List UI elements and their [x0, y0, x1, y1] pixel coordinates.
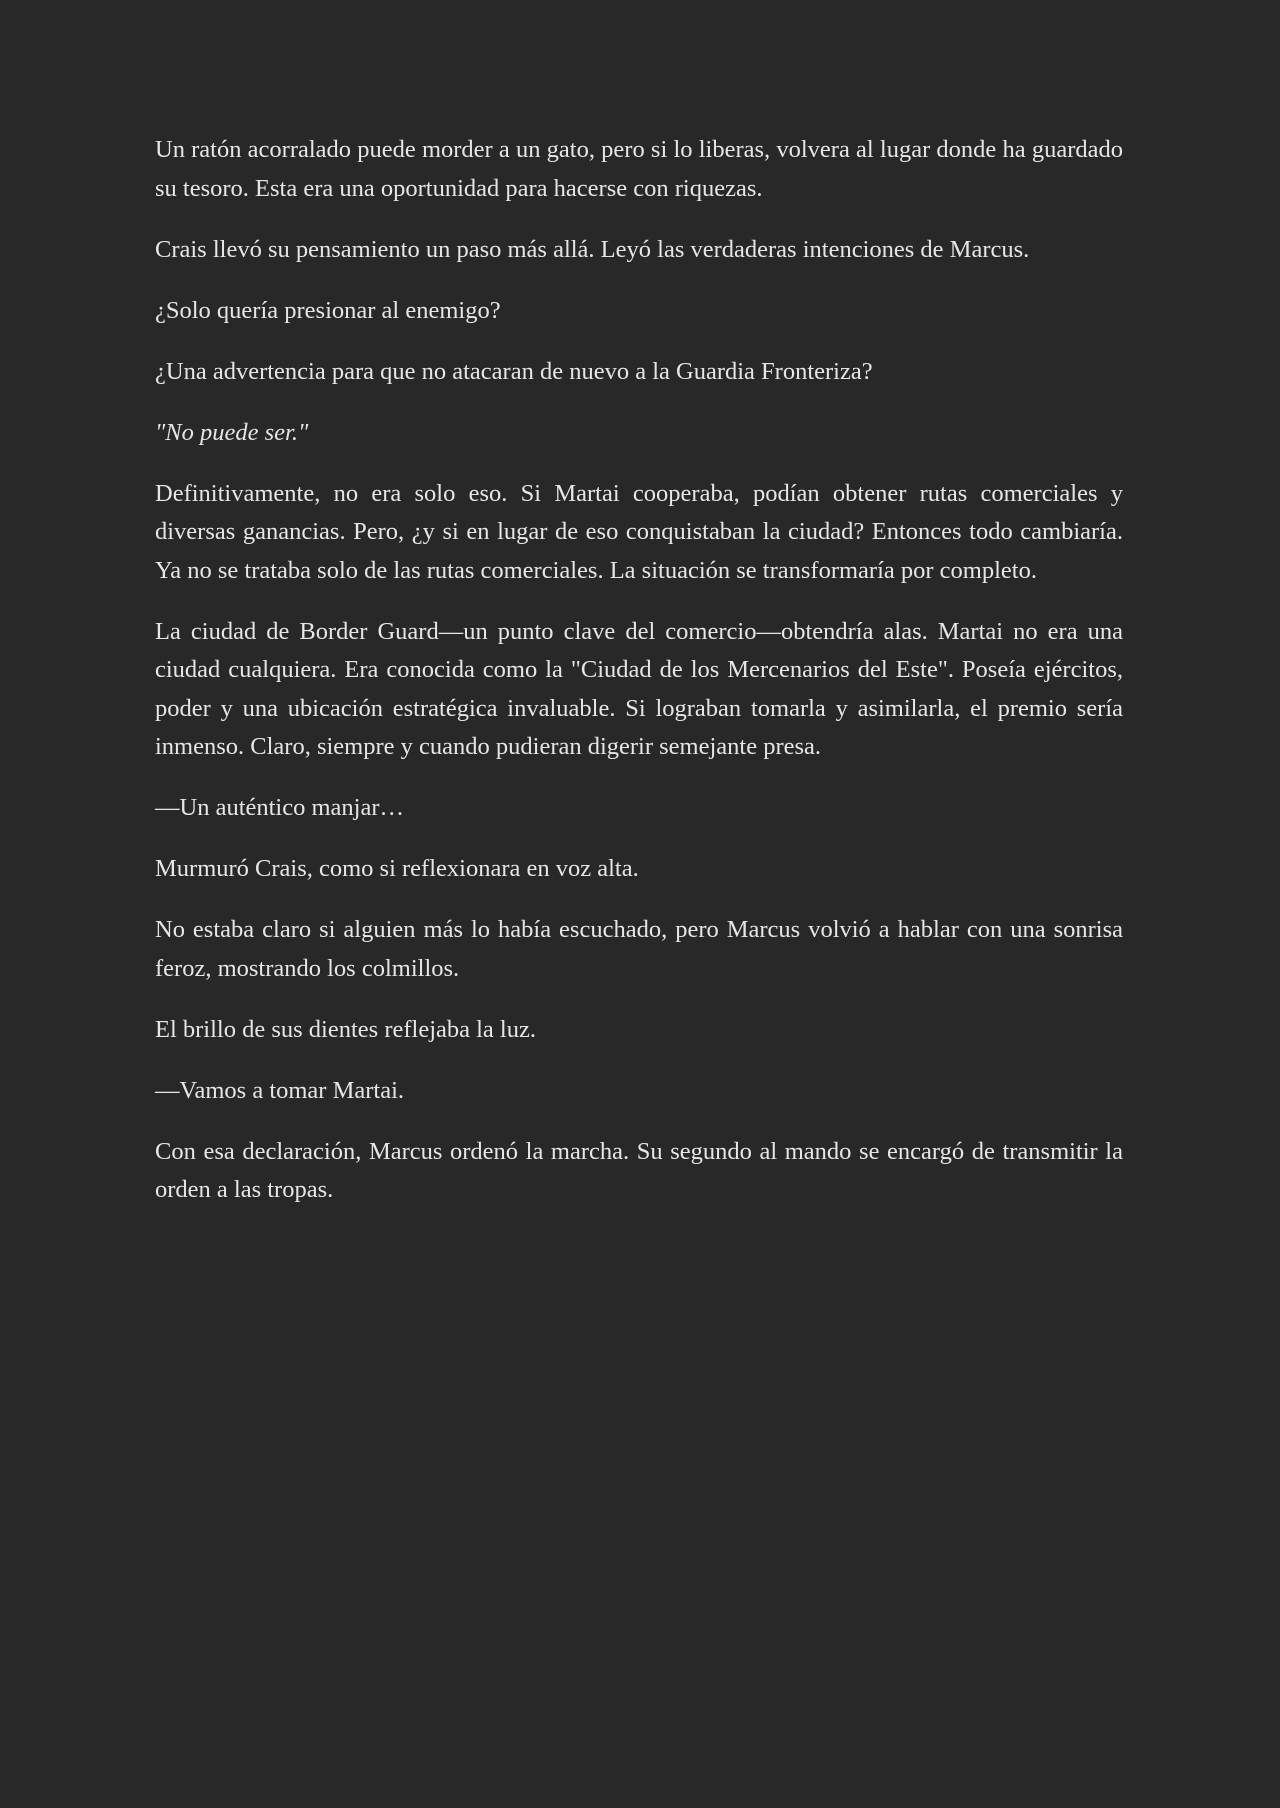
paragraph: Crais llevó su pensamiento un paso más allá. Leyó las verdaderas intenciones de Marcus.	[155, 235, 1030, 263]
paragraph: La ciudad de Border Guard—un punto clave del comercio—obtendría alas. Martai no era una ciudad cualquiera. Era conocida como la "Ciudad de los Mercenarios del Este". Poseía ejércitos, poder y una ubicación estratégica invaluable. Si lograban tomarla y asimilarla, el premio sería inmenso. Claro, siempre y cuando pudieran digerir semejante presa.	[155, 617, 1123, 760]
paragraph-dialogue: —Vamos a tomar Martai.	[155, 1076, 405, 1104]
paragraph: No estaba claro si alguien más lo había escuchado, pero Marcus volvió a hablar con una sonrisa feroz, mostrando los colmillos.	[155, 916, 1123, 982]
paragraph: Con esa declaración, Marcus ordenó la marcha. Su segundo al mando se encargó de transmitir la orden a las tropas.	[155, 1137, 1123, 1203]
paragraph: Definitivamente, no era solo eso. Si Martai cooperaba, podían obtener rutas comerciales y diversas ganancias. Pero, ¿y si en lugar de eso conquistaban la ciudad? Entonces todo cambiaría. Ya no se trataba solo de las rutas comerciales. La situación se transformaría por completo.	[155, 479, 1123, 584]
paragraph: ¿Una advertencia para que no atacaran de nuevo a la Guardia Fronteriza?	[155, 357, 873, 385]
paragraph-italic-thought: "No puede ser."	[155, 418, 309, 446]
paragraph: Murmuró Crais, como si reflexionara en voz alta.	[155, 855, 639, 882]
chapter-text	[155, 131, 1123, 1232]
paragraph-dialogue: —Un auténtico manjar…	[155, 794, 405, 821]
paragraph: El brillo de sus dientes reflejaba la luz.	[155, 1015, 536, 1043]
paragraph: Un ratón acorralado puede morder a un gato, pero si lo liberas, volvera al lugar donde ha guardado su tesoro. Esta era una oportunidad para hacerse con riquezas.	[155, 136, 1123, 202]
paragraph: ¿Solo quería presionar al enemigo?	[155, 296, 501, 324]
